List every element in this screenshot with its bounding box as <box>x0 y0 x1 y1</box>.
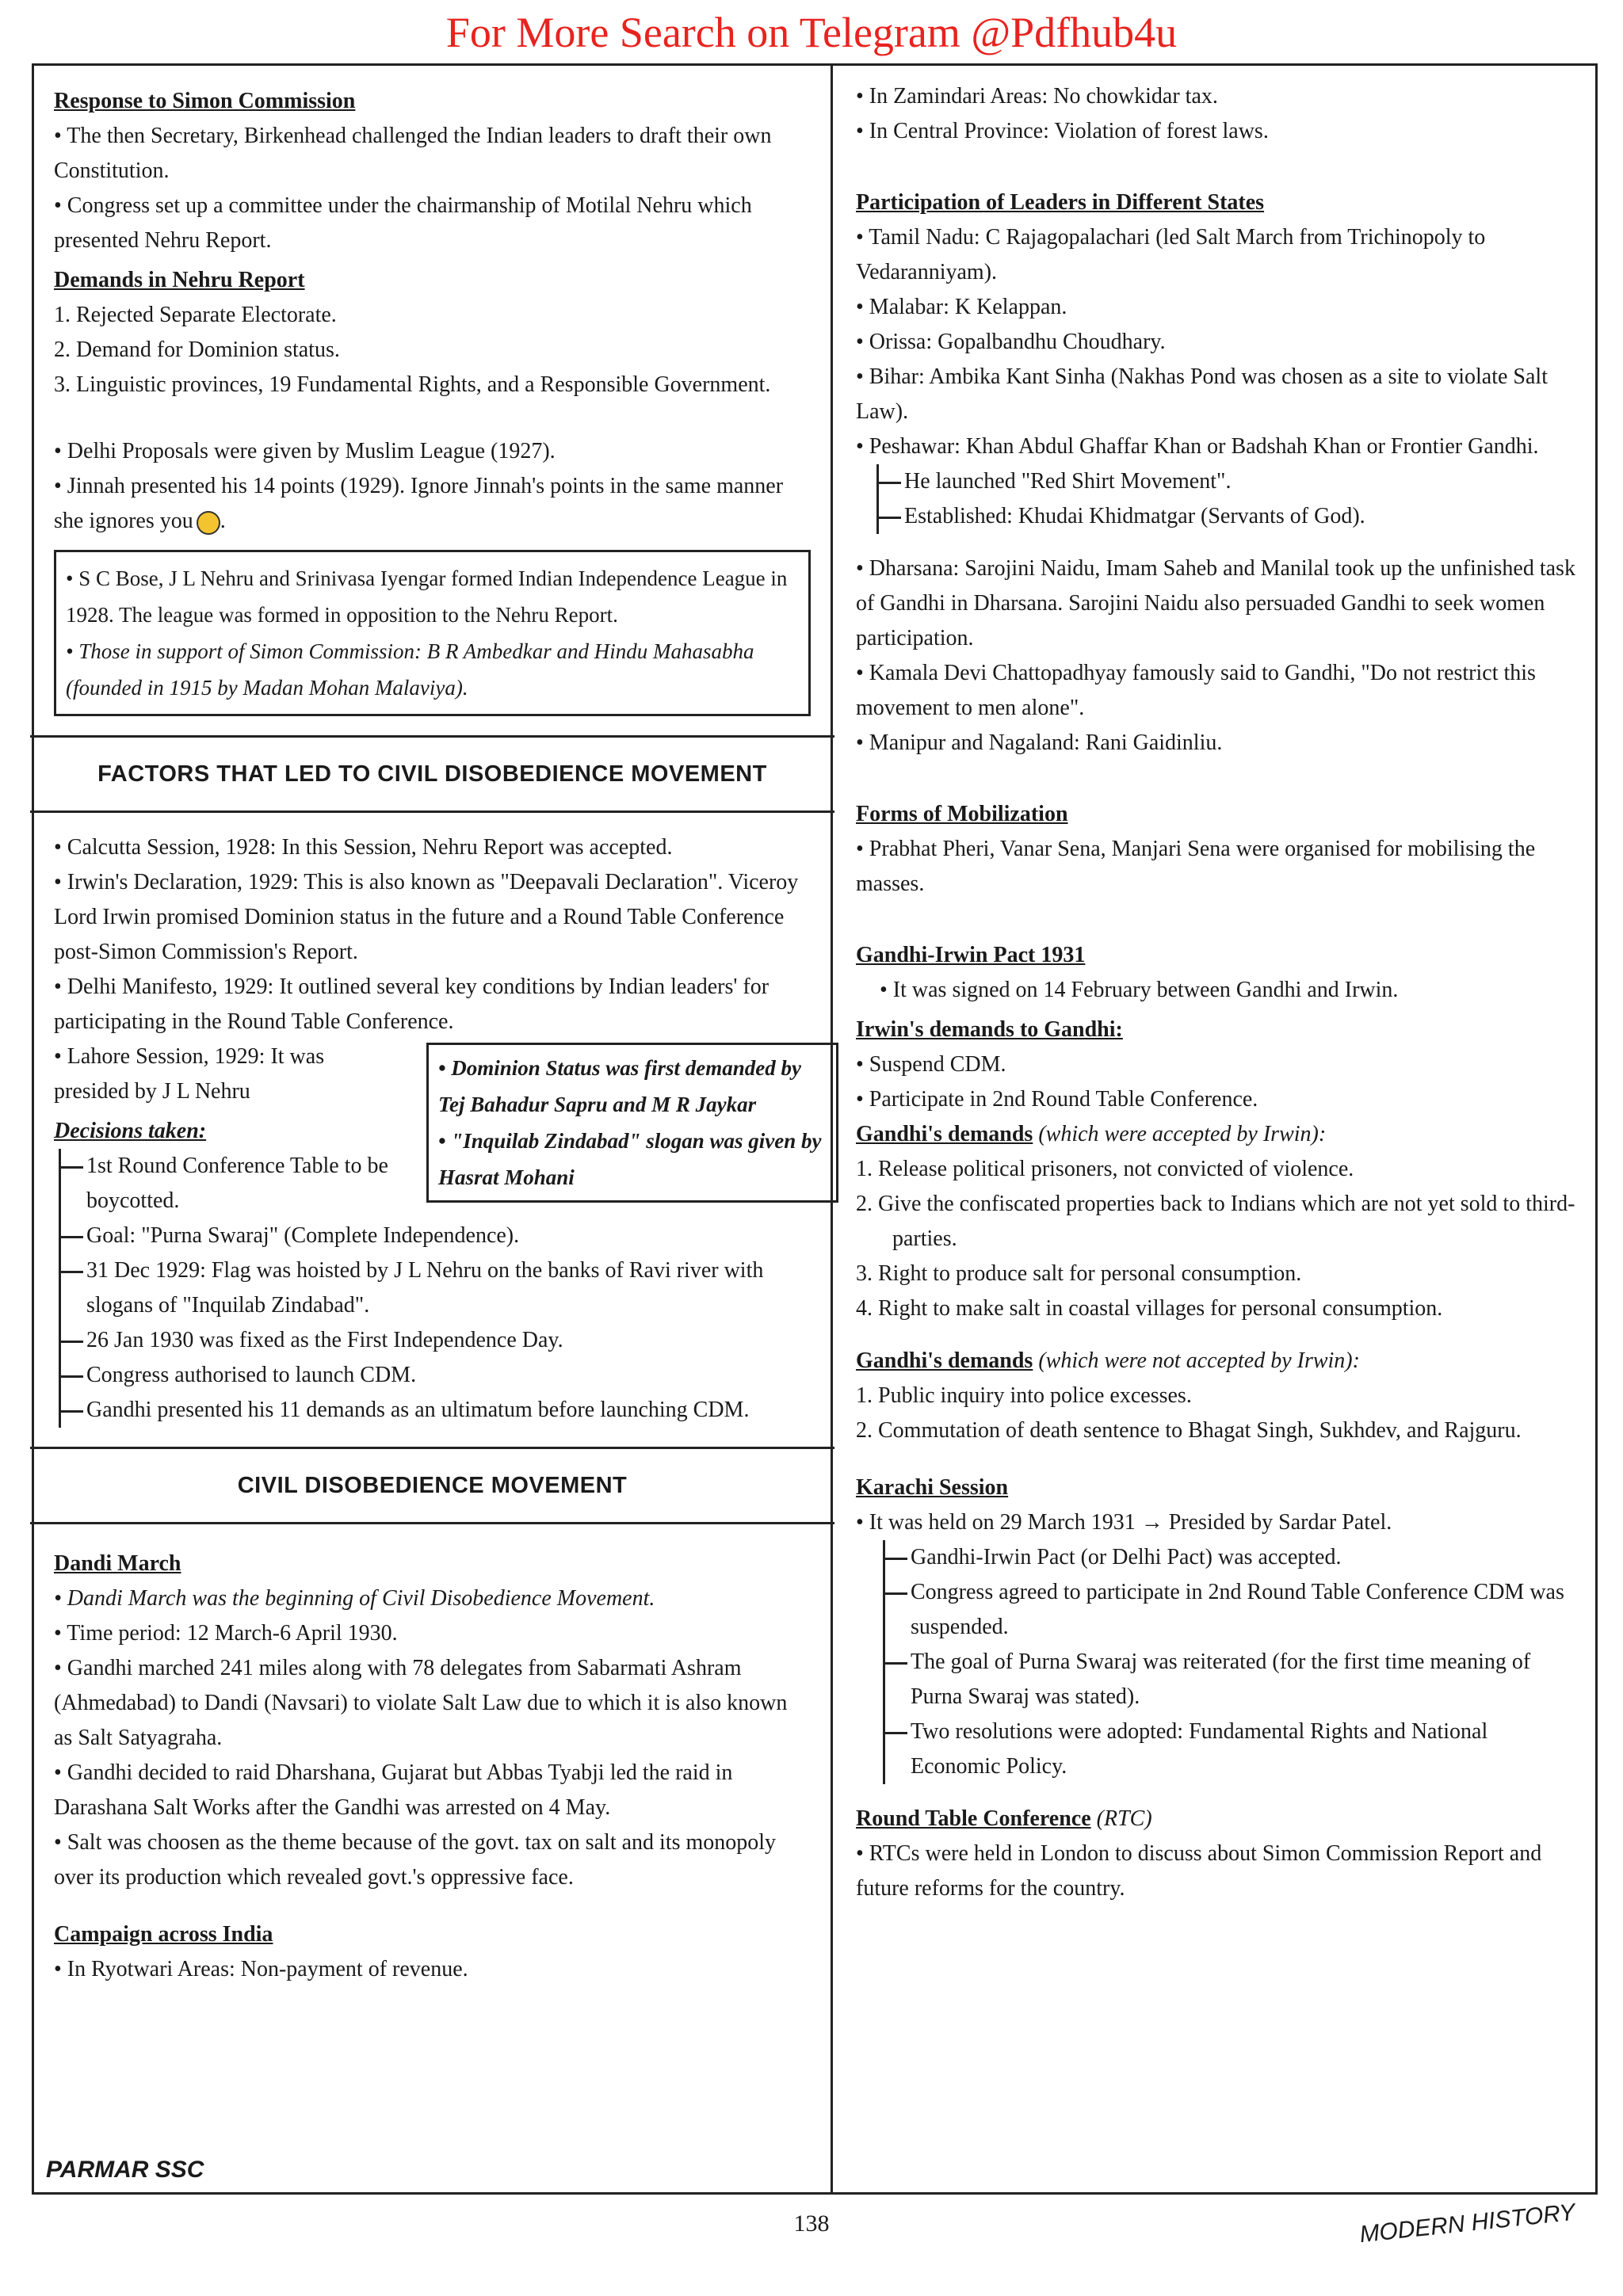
jinnah-text: • Jinnah presented his 14 points (1929). Ignore Jinnah's points in the same manner she ignores you <box>54 474 784 533</box>
accepted-demands-label: Gandhi's demands <box>856 1122 1033 1146</box>
calcutta-session: • Calcutta Session, 1928: In this Session, Nehru Report was accepted. <box>54 835 673 860</box>
pact-signed: • It was signed on 14 February between Gandhi and Irwin. <box>880 978 1399 1002</box>
box-point-1: • S C Bose, J L Nehru and Srinivasa Iyengar formed Indian Independence League in 1928. The league was formed in opposition to the Nehru Report. <box>66 566 788 627</box>
participation-item: • Orissa: Gopalbandhu Choudhary. <box>856 330 1166 354</box>
peshawar-tree <box>876 464 1577 534</box>
karachi-tree-item: Two resolutions were adopted: Fundamental Rights and National Economic Policy. <box>899 1714 1577 1784</box>
band-factors-cdm: FACTORS THAT LED TO CIVIL DISOBEDIENCE MOVEMENT <box>30 735 834 813</box>
side-note-2: • "Inquilab Zindabad" slogan was given by Hasrat Mohani <box>438 1129 822 1189</box>
heading-forms-mobilization: Forms of Mobilization <box>856 802 1068 826</box>
manipur-point: • Manipur and Nagaland: Rani Gaidinliu. <box>856 730 1223 755</box>
kamala-point: • Kamala Devi Chattopadhyay famously said to Gandhi, "Do not restrict this movement to men alone". <box>856 661 1536 720</box>
page-number: 138 <box>793 2210 830 2237</box>
note-box-league <box>54 550 811 716</box>
not-accepted-demands-label: Gandhi's demands <box>856 1348 1033 1373</box>
dandi-point: • Dandi March was the beginning of Civil Disobedience Movement. <box>54 1586 655 1611</box>
decision-item: Goal: "Purna Swaraj" (Complete Independence). <box>75 1219 811 1253</box>
dharsana-point: • Dharsana: Sarojini Naidu, Imam Saheb and Manilal took up the unfinished task of Gandhi in Dharsana. Sarojini Naidu also persuaded Gandhi to seek women participation. <box>856 556 1575 650</box>
box-point-2: • Those in support of Simon Commission: B R Ambedkar and Hindu Mahasabha (founded in 1915 by Madan Mohan Malaviya). <box>66 639 754 700</box>
response-point-1: • The then Secretary, Birkenhead challenged the Indian leaders to draft their own Constitution. <box>54 124 772 183</box>
demand-item: 2. Demand for Dominion status. <box>54 338 340 362</box>
side-note-box <box>426 1043 838 1203</box>
jinnah-points: • Jinnah presented his 14 points (1929). Ignore Jinnah's points in the same manner she ignores you . <box>54 474 784 533</box>
decision-item: Gandhi presented his 11 demands as an ultimatum before launching CDM. <box>75 1393 811 1428</box>
ryotwari-point: • In Ryotwari Areas: Non-payment of revenue. <box>54 1957 468 1981</box>
heading-response-simon: Response to Simon Commission <box>54 89 356 113</box>
heading-dandi-march: Dandi March <box>54 1551 181 1576</box>
karachi-point: • It was held on 29 March 1931 → Presided by Sardar Patel. <box>856 1510 1392 1535</box>
heading-gandhi-irwin-pact: Gandhi-Irwin Pact 1931 <box>856 943 1086 967</box>
accepted-demand-item: 3. Right to produce salt for personal consumption. <box>856 1261 1302 1286</box>
karachi-tree <box>883 1540 1577 1784</box>
decisions-taken-label: Decisions taken: <box>54 1119 207 1143</box>
forms-point: • Prabhat Pheri, Vanar Sena, Manjari Sena were organised for mobilising the masses. <box>856 837 1536 896</box>
dandi-point: • Gandhi decided to raid Dharshana, Gujarat but Abbas Tyabji led the raid in Darashana Salt Works after the Gandhi was arrested on 4 May. <box>54 1760 733 1820</box>
heading-accepted-demands <box>856 1117 1577 1152</box>
accepted-demands-note: (which were accepted by Irwin): <box>1033 1122 1327 1146</box>
dandi-point: • Time period: 12 March-6 April 1930. <box>54 1621 398 1646</box>
heading-rtc <box>856 1802 1577 1836</box>
not-accepted-demand-item: 1. Public inquiry into police excesses. <box>856 1383 1192 1408</box>
rtc-suffix: (RTC) <box>1090 1806 1152 1831</box>
demand-item: 1. Rejected Separate Electorate. <box>54 303 337 327</box>
decision-item: 1st Round Conference Table to be boycotted. <box>75 1149 411 1219</box>
not-accepted-demands-note: (which were not accepted by Irwin): <box>1033 1348 1360 1373</box>
lahore-section <box>54 1039 822 1428</box>
delhi-proposals: • Delhi Proposals were given by Muslim League (1927). <box>54 439 556 463</box>
rtc-label: Round Table Conference <box>856 1806 1091 1831</box>
irwin-demand-item: • Participate in 2nd Round Table Conference. <box>856 1087 1258 1112</box>
band-cdm: CIVIL DISOBEDIENCE MOVEMENT <box>30 1447 834 1524</box>
heading-nehru-demands: Demands in Nehru Report <box>54 268 305 292</box>
delhi-manifesto: • Delhi Manifesto, 1929: It outlined several key conditions by Indian leaders' for participating in the Round Table Conference. <box>54 974 769 1034</box>
lahore-session: • Lahore Session, 1929: It was presided by J L Nehru <box>54 1044 325 1104</box>
demand-item: 3. Linguistic provinces, 19 Fundamental Rights, and a Responsible Government. <box>54 372 771 397</box>
rtc-point: • RTCs were held in London to discuss about Simon Commission Report and future reforms for the country. <box>856 1841 1542 1901</box>
left-column <box>54 79 822 1987</box>
participation-item: • Malabar: K Kelappan. <box>856 295 1067 319</box>
participation-item: • Bihar: Ambika Kant Sinha (Nakhas Pond was chosen as a site to violate Salt Law). <box>856 364 1548 424</box>
heading-not-accepted-demands <box>856 1344 1577 1379</box>
subject-label: MODERN HISTORY <box>1358 2199 1576 2248</box>
accepted-demand-item: 4. Right to make salt in coastal villages for personal consumption. <box>856 1296 1443 1321</box>
accepted-demand-item: 1. Release political prisoners, not convicted of violence. <box>856 1157 1354 1181</box>
irwin-demand-item: • Suspend CDM. <box>856 1052 1006 1077</box>
right-column <box>856 79 1577 1906</box>
side-note-1: • Dominion Status was first demanded by Tej Bahadur Sapru and M R Jaykar <box>438 1056 802 1116</box>
irwin-declaration: • Irwin's Declaration, 1929: This is also known as "Deepavali Declaration". Viceroy Lord Irwin promised Dominion status in the future and a Round Table Conference post-Simon Commission's Report. <box>54 870 799 964</box>
dandi-point: • Salt was choosen as the theme because of the govt. tax on salt and its monopoly over its production which revealed govt.'s oppressive face. <box>54 1830 777 1890</box>
response-point-2: • Congress set up a committee under the chairmanship of Motilal Nehru which presented Nehru Report. <box>54 193 752 253</box>
wink-emoji-icon <box>197 511 220 535</box>
karachi-tree-item: Congress agreed to participate in 2nd Round Table Conference CDM was suspended. <box>899 1575 1577 1645</box>
zamindari-point: • In Zamindari Areas: No chowkidar tax. <box>856 84 1218 109</box>
participation-item: • Peshawar: Khan Abdul Ghaffar Khan or Badshah Khan or Frontier Gandhi. <box>856 434 1539 459</box>
heading-campaign: Campaign across India <box>54 1922 273 1947</box>
heading-irwin-demands: Irwin's demands to Gandhi: <box>856 1017 1123 1042</box>
central-province-point: • In Central Province: Violation of forest laws. <box>856 119 1269 143</box>
karachi-tree-item: Gandhi-Irwin Pact (or Delhi Pact) was accepted. <box>899 1540 1577 1575</box>
dandi-point: • Gandhi marched 241 miles along with 78 delegates from Sabarmati Ashram (Ahmedabad) to Dandi (Navsari) to violate Salt Law due to which it is also known as Salt Satyagraha. <box>54 1656 788 1750</box>
peshawar-tree-item: Established: Khudai Khidmatgar (Servants of God). <box>893 499 1577 534</box>
accepted-demand-item: 2. Give the confiscated properties back to Indians which are not yet sold to third-parties. <box>856 1192 1575 1251</box>
publisher-label: PARMAR SSC <box>46 2157 204 2183</box>
participation-item: • Tamil Nadu: C Rajagopalachari (led Salt March from Trichinopoly to Vedaranniyam). <box>856 225 1486 284</box>
heading-participation: Participation of Leaders in Different States <box>856 190 1265 215</box>
telegram-banner: For More Search on Telegram @Pdfhub4u <box>445 9 1178 56</box>
heading-karachi-session: Karachi Session <box>856 1475 1009 1500</box>
decision-item: Congress authorised to launch CDM. <box>75 1358 811 1393</box>
decision-item: 26 Jan 1930 was fixed as the First Independence Day. <box>75 1323 811 1358</box>
decision-item: 31 Dec 1929: Flag was hoisted by J L Nehru on the banks of Ravi river with slogans of "Inquilab Zindabad". <box>75 1253 811 1323</box>
peshawar-tree-item: He launched "Red Shirt Movement". <box>893 464 1577 499</box>
karachi-tree-item: The goal of Purna Swaraj was reiterated (for the first time meaning of Purna Swaraj was stated). <box>899 1645 1577 1714</box>
not-accepted-demand-item: 2. Commutation of death sentence to Bhagat Singh, Sukhdev, and Rajguru. <box>856 1418 1522 1443</box>
